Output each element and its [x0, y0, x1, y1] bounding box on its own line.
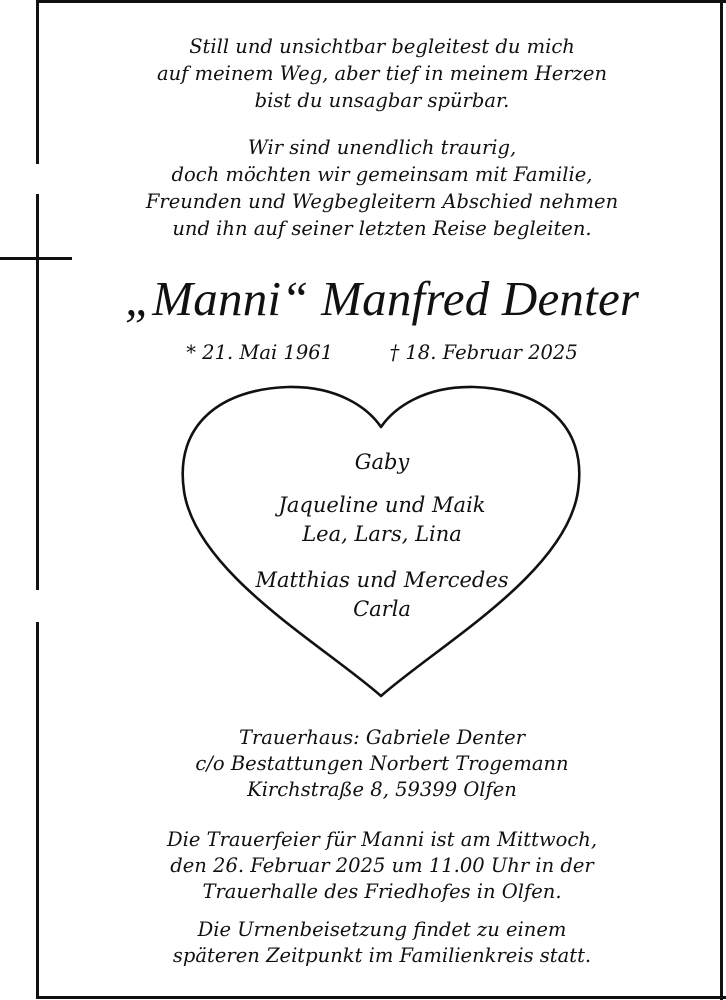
frame-right-border: [720, 0, 723, 1000]
ceremony-line: den 26. Februar 2025 um 11.00 Uhr in der: [170, 854, 594, 877]
burial-info: [80, 917, 684, 969]
poem-line: Still und unsichtbar begleitest du mich: [189, 35, 575, 58]
deceased-name: [80, 271, 684, 327]
poem-line: auf meinem Weg, aber tief in meinem Herzen: [156, 62, 607, 85]
address-line: Kirchstraße 8, 59399 Olfen: [247, 778, 517, 801]
frame-left-border-middle: [36, 194, 39, 590]
poem-stanza-2: [80, 134, 684, 242]
frame-left-border-top: [36, 0, 39, 164]
deceased-name-text: „Manni“ Manfred Denter: [124, 271, 640, 326]
mourning-house-address: [80, 725, 684, 803]
mourners-group-2: [80, 491, 684, 549]
poem-line: bist du unsagbar spürbar.: [254, 89, 510, 112]
life-dates: [80, 340, 684, 366]
death-date: † 18. Februar 2025: [389, 341, 578, 364]
burial-line: späteren Zeitpunkt im Familienkreis statt.: [172, 944, 592, 967]
mourner-name: Lea, Lars, Lina: [302, 522, 462, 546]
mourners-group-1: [80, 448, 684, 477]
ceremony-line: Die Trauerfeier für Manni ist am Mittwoch,: [166, 828, 598, 851]
mourners-group-3: [80, 566, 684, 624]
address-line: c/o Bestattungen Norbert Trogemann: [195, 752, 569, 775]
poem-line: Wir sind unendlich traurig,: [247, 136, 517, 159]
frame-bottom-border: [36, 996, 726, 999]
poem-line: und ihn auf seiner letzten Reise begleiten.: [172, 217, 592, 240]
poem-line: doch möchten wir gemeinsam mit Familie,: [171, 163, 593, 186]
cross-icon: [0, 257, 72, 260]
mourner-name: Matthias und Mercedes: [255, 568, 509, 592]
address-line: Trauerhaus: Gabriele Denter: [238, 726, 526, 749]
poem-line: Freunden und Wegbegleitern Abschied nehmen: [145, 190, 619, 213]
frame-left-border-bottom: [36, 622, 39, 999]
poem-stanza-1: [80, 33, 684, 114]
ceremony-line: Trauerhalle des Friedhofes in Olfen.: [202, 880, 562, 903]
birth-date: * 21. Mai 1961: [186, 341, 334, 364]
frame-top-border: [36, 0, 726, 3]
ceremony-info: [80, 827, 684, 905]
mourner-name: Gaby: [354, 450, 410, 474]
mourner-name: Carla: [353, 597, 411, 621]
burial-line: Die Urnenbeisetzung findet zu einem: [197, 918, 567, 941]
mourner-name: Jaqueline und Maik: [278, 493, 486, 517]
